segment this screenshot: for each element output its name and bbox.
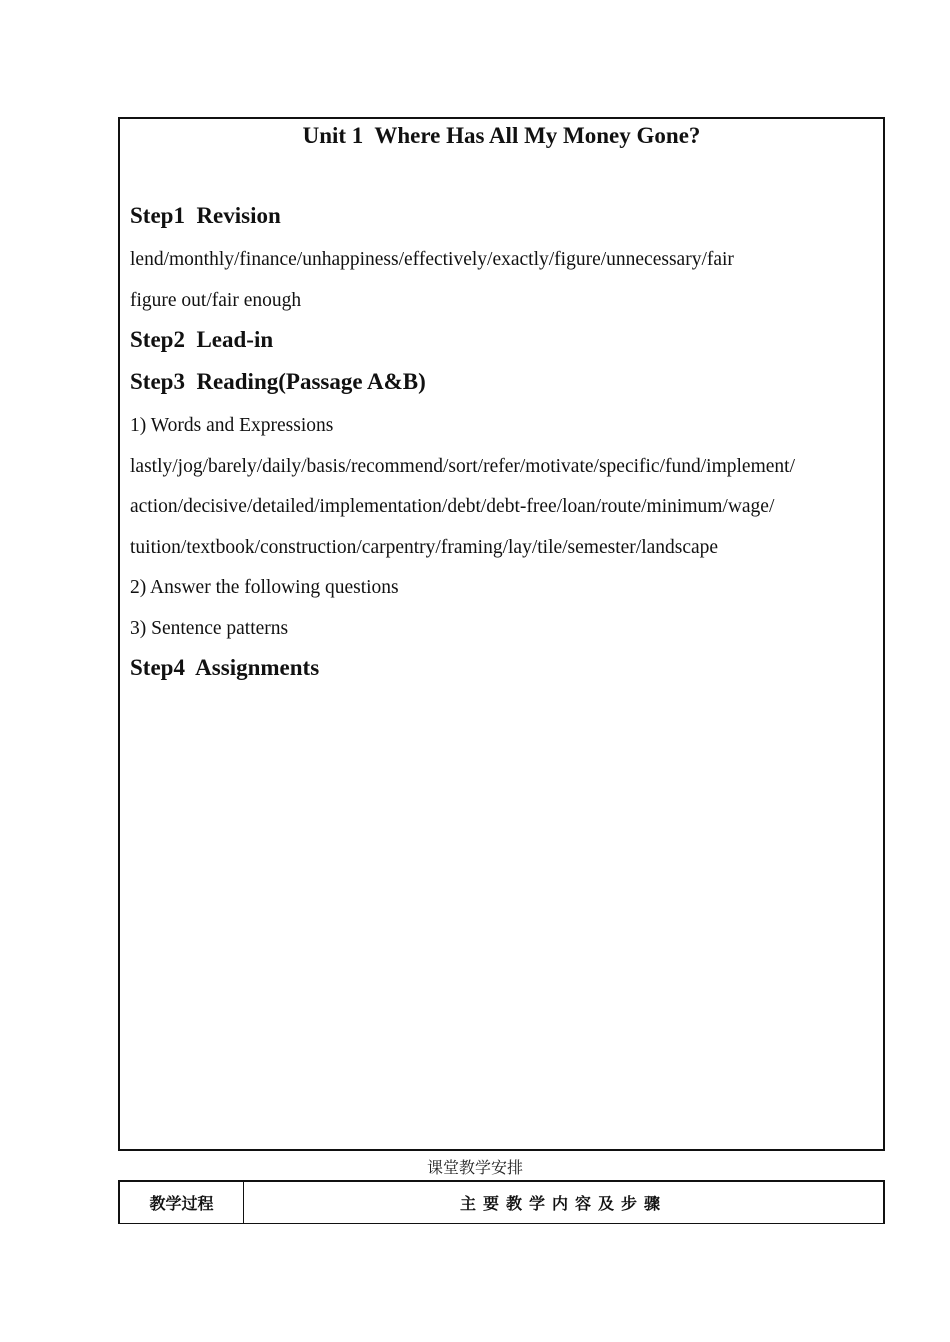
step1-heading: Step1 Revision <box>130 203 281 228</box>
teaching-arrangement-table <box>118 1180 885 1224</box>
header-cell-process: 教学过程 <box>120 1182 244 1223</box>
questions-label: 2) Answer the following questions <box>130 577 399 598</box>
step3-heading: Step3 Reading(Passage A&B) <box>130 369 426 394</box>
words-expressions-label: 1) Words and Expressions <box>130 415 334 436</box>
header-cell-content: 主要教学内容及步骤 <box>459 1194 667 1213</box>
revision-line-2: figure out/fair enough <box>130 290 302 311</box>
revision-line-1: lend/monthly/finance/unhappiness/effectively/exactly/figure/unnecessary/fair <box>130 249 734 270</box>
step4-heading: Step4 Assignments <box>130 655 320 680</box>
table-caption: 课堂教学安排 <box>426 1158 523 1177</box>
vocab-line-2: action/decisive/detailed/implementation/debt/debt-free/loan/route/minimum/wage/ <box>130 496 775 517</box>
unit-title: Unit 1 Where Has All My Money Gone? <box>302 123 701 148</box>
step2-heading: Step2 Lead-in <box>130 327 274 352</box>
lesson-plan-box <box>118 117 885 1151</box>
vocab-line-1: lastly/jog/barely/daily/basis/recommend/sort/refer/motivate/specific/fund/implement/ <box>130 456 795 477</box>
vocab-line-3: tuition/textbook/construction/carpentry/framing/lay/tile/semester/landscape <box>130 537 719 558</box>
sentence-patterns-label: 3) Sentence patterns <box>130 618 289 639</box>
